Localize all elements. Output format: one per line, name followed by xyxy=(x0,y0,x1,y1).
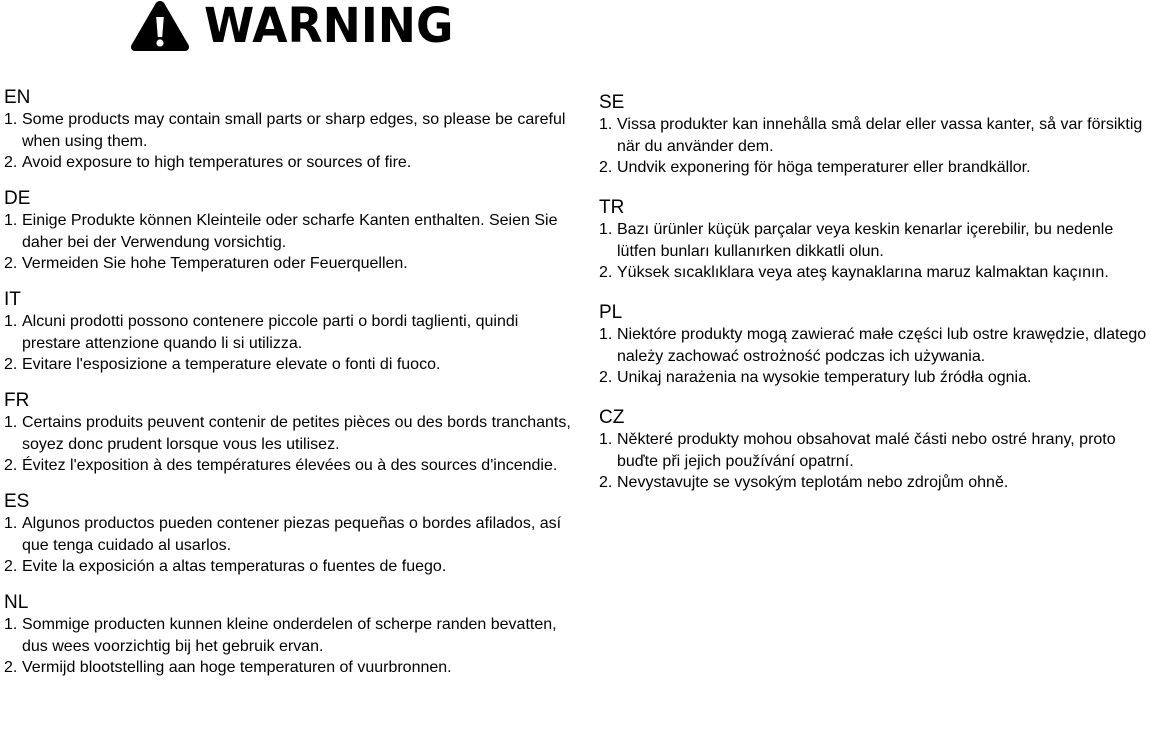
language-code: CZ xyxy=(599,407,625,428)
list-item: 2. Nevystavujte se vysokým teplotám nebo zdrojům ohně. xyxy=(599,474,1009,491)
section-pl xyxy=(599,302,1149,389)
language-code: PL xyxy=(599,302,623,323)
warning-list xyxy=(4,513,579,578)
section-tr xyxy=(599,197,1149,284)
warning-header xyxy=(130,0,467,52)
warning-list xyxy=(4,311,579,376)
warning-list xyxy=(4,412,579,477)
list-item: 2. Undvik exponering för höga temperaturer eller brandkällor. xyxy=(599,159,1031,176)
list-item: 1. Certains produits peuvent contenir de petites pièces ou des bords tranchants, soyez donc prudent lorsque vous les utilisez. xyxy=(4,414,571,453)
warning-list xyxy=(4,614,579,679)
list-item: 2. Avoid exposure to high temperatures or sources of fire. xyxy=(4,154,412,171)
section-de xyxy=(4,188,579,275)
section-cz xyxy=(599,407,1149,494)
language-code: TR xyxy=(599,197,625,218)
list-item: 1. Sommige producten kunnen kleine onderdelen of scherpe randen bevatten, dus wees voorzichtig bij het gebruik ervan. xyxy=(4,616,557,655)
warning-list xyxy=(599,324,1149,389)
list-item: 1. Some products may contain small parts or sharp edges, so please be careful when using them. xyxy=(4,111,566,150)
language-code: SE xyxy=(599,92,625,113)
section-nl xyxy=(4,592,579,679)
list-item: 1. Vissa produkter kan innehålla små delar eller vassa kanter, så var försiktig när du använder dem. xyxy=(599,116,1143,155)
list-item: 1. Některé produkty mohou obsahovat malé části nebo ostré hrany, proto buďte při jejich používání opatrní. xyxy=(599,431,1116,470)
list-item: 2. Vermijd blootstelling aan hoge temperaturen of vuurbronnen. xyxy=(4,659,452,676)
list-item: 2. Vermeiden Sie hohe Temperaturen oder Feuerquellen. xyxy=(4,255,408,272)
section-en xyxy=(4,87,579,174)
warning-list xyxy=(599,114,1149,179)
section-it xyxy=(4,289,579,376)
warning-title: WARNING xyxy=(204,0,454,54)
list-item: 2. Evitare l'esposizione a temperature elevate o fonti di fuoco. xyxy=(4,356,441,373)
list-item: 2. Évitez l'exposition à des températures élevées ou à des sources d'incendie. xyxy=(4,457,558,474)
warning-list xyxy=(4,210,579,275)
language-code: FR xyxy=(4,390,30,411)
language-code: ES xyxy=(4,491,30,512)
list-item: 1. Niektóre produkty mogą zawierać małe części lub ostre krawędzie, dlatego należy zachować ostrożność podczas ich używania. xyxy=(599,326,1147,365)
language-code: IT xyxy=(4,289,21,310)
list-item: 1. Algunos productos pueden contener piezas pequeñas o bordes afilados, así que tenga cuidado al usarlos. xyxy=(4,515,562,554)
warning-list xyxy=(599,219,1149,284)
section-se xyxy=(599,92,1149,179)
section-es xyxy=(4,491,579,578)
warning-triangle-icon xyxy=(130,0,190,52)
list-item: 2. Evite la exposición a altas temperaturas o fuentes de fuego. xyxy=(4,558,447,575)
list-item: 1. Einige Produkte können Kleinteile oder scharfe Kanten enthalten. Seien Sie daher bei der Verwendung vorsichtig. xyxy=(4,212,558,251)
left-column xyxy=(4,87,579,693)
right-column xyxy=(599,92,1149,512)
list-item: 1. Bazı ürünler küçük parçalar veya keskin kenarlar içerebilir, bu nedenle lütfen bunları kullanırken dikkatli olun. xyxy=(599,221,1114,260)
language-code: NL xyxy=(4,592,29,613)
warning-list xyxy=(599,429,1149,494)
section-fr xyxy=(4,390,579,477)
language-code: DE xyxy=(4,188,31,209)
list-item: 1. Alcuni prodotti possono contenere piccole parti o bordi taglienti, quindi prestare attenzione quando li si utilizza. xyxy=(4,313,519,352)
warning-list xyxy=(4,109,579,174)
list-item: 2. Unikaj narażenia na wysokie temperatury lub źródła ognia. xyxy=(599,369,1032,386)
language-code: EN xyxy=(4,87,31,108)
list-item: 2. Yüksek sıcaklıklara veya ateş kaynaklarına maruz kalmaktan kaçının. xyxy=(599,264,1109,281)
